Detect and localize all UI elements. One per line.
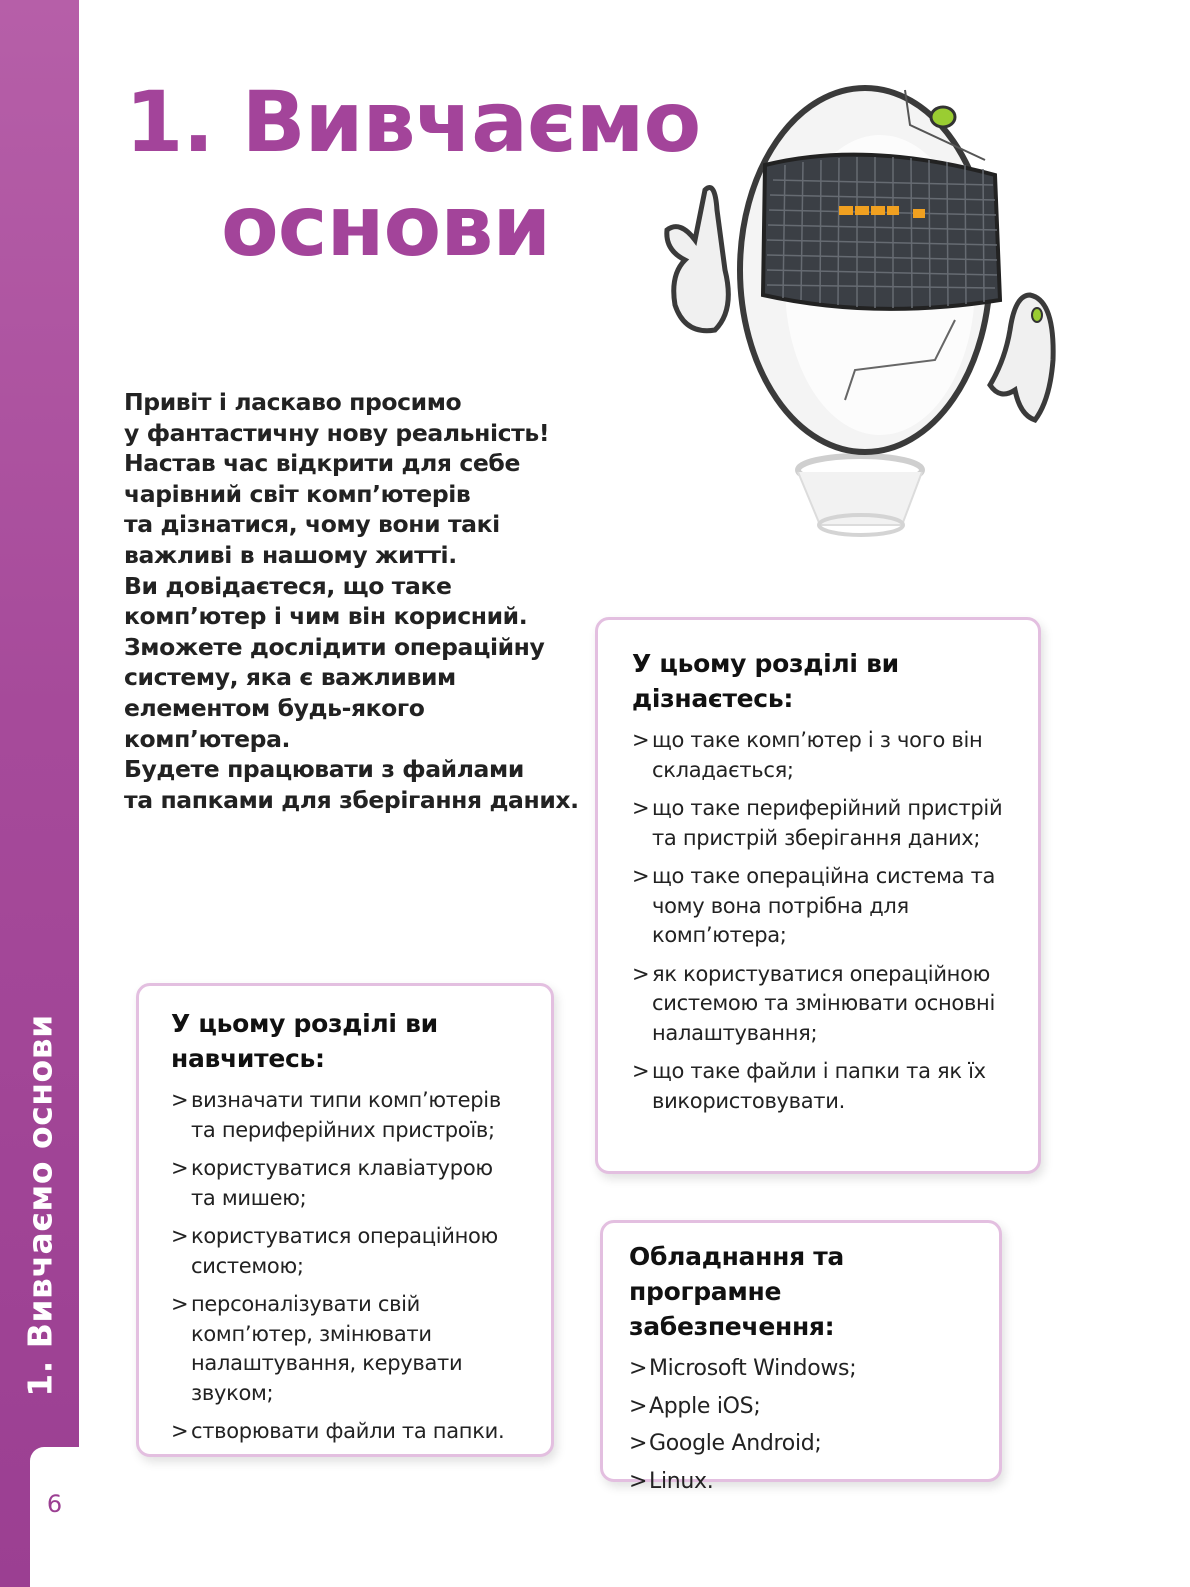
list-item: > Microsoft Windows; [629,1354,973,1384]
robot-right-arm-light [1032,308,1042,322]
list-item: > створювати файли та папки. [171,1417,523,1447]
skills-box-list [171,1086,523,1447]
chapter-side-label-wrap [18,1000,63,1410]
hardware-box-heading: Обладнання та програмне забезпечення: [629,1242,844,1341]
robot-eye [931,107,955,127]
intro-line: комп’ютера. [124,724,291,753]
intro-line: та папками для зберігання даних. [124,785,579,814]
list-item: > визначати типи комп’ютерів та периферійних пристроїв; [171,1088,501,1142]
skills-box [136,983,554,1457]
learn-box-heading: У цьому розділі ви дізнаєтесь: [632,649,899,713]
intro-text [124,387,579,815]
intro-line: та дізнатися, чому вони такі [124,510,500,539]
hardware-box [600,1220,1002,1494]
bullet-arrow-icon: > [171,1088,189,1112]
list-item: > Linux. [629,1467,973,1497]
intro-line: Ви довідаєтеся, що таке [124,571,452,600]
intro-line: Настав час відкрити для себе [124,449,520,478]
learn-box-list [632,726,1008,1116]
bullet-arrow-icon: > [632,1059,650,1083]
intro-line: у фантастичну нову реальність! [124,418,550,447]
intro-line: комп’ютер і чим він корисний. [124,602,528,631]
bullet-arrow-icon: > [171,1224,189,1248]
bullet-arrow-icon: > [632,796,650,820]
intro-line: систему, яка є важливим [124,663,456,692]
intro-line: Зможете дослідити операційну [124,632,545,661]
hardware-box-list [629,1354,973,1496]
intro-line: Привіт і ласкаво просимо [124,388,462,416]
page-number: 6 [46,1490,63,1518]
page-title-line2: основи [221,177,551,275]
bullet-arrow-icon: > [629,1468,648,1494]
learn-box [595,617,1041,1174]
bullet-arrow-icon: > [171,1156,189,1180]
bullet-arrow-icon: > [632,864,650,888]
robot-right-arm [990,295,1053,420]
list-item: > Apple iOS; [629,1392,973,1422]
skills-box-heading: У цьому розділі ви навчитесь: [171,1009,438,1073]
chapter-side-label: 1. Вивчаємо основи [21,1013,61,1397]
intro-line: чарівний світ комп’ютерів [124,479,471,508]
list-item: > користуватися клавіатурою та мишею; [171,1156,493,1210]
page-title-line1: 1. Вивчаємо [125,73,701,171]
list-item: > що таке периферійний пристрій та пристрій зберігання даних; [632,796,1003,850]
bullet-arrow-icon: > [632,728,650,752]
list-item: > що таке операційна система та чому вона потрібна для комп’ютера; [632,864,996,947]
bullet-arrow-icon: > [629,1431,648,1456]
bullet-arrow-icon: > [171,1419,189,1443]
bullet-arrow-icon: > [629,1393,648,1419]
intro-line: важливі в нашому житті. [124,540,457,569]
page-title [125,70,700,278]
list-item: > персоналізувати свій комп’ютер, змінювати налаштування, керувати звуком; [171,1292,463,1405]
list-item: > Google Android; [629,1429,973,1459]
intro-line: елементом будь-якого [124,693,425,722]
bullet-arrow-icon: > [171,1292,189,1316]
list-item: > як користуватися операційною системою та змінювати основні налаштування; [632,961,995,1045]
robot-left-arm [667,188,729,331]
robot-mascot-icon [655,70,1075,550]
list-item: > користуватися операційною системою; [171,1224,498,1278]
bullet-arrow-icon: > [632,961,650,986]
robot-base-beam [798,472,922,525]
list-item: > що таке комп’ютер і з чого він складається; [632,728,983,782]
bullet-arrow-icon: > [629,1356,648,1381]
intro-line: Будете працювати з файлами [124,755,524,784]
list-item: > що таке файли і папки та як їх використовувати. [632,1059,986,1113]
